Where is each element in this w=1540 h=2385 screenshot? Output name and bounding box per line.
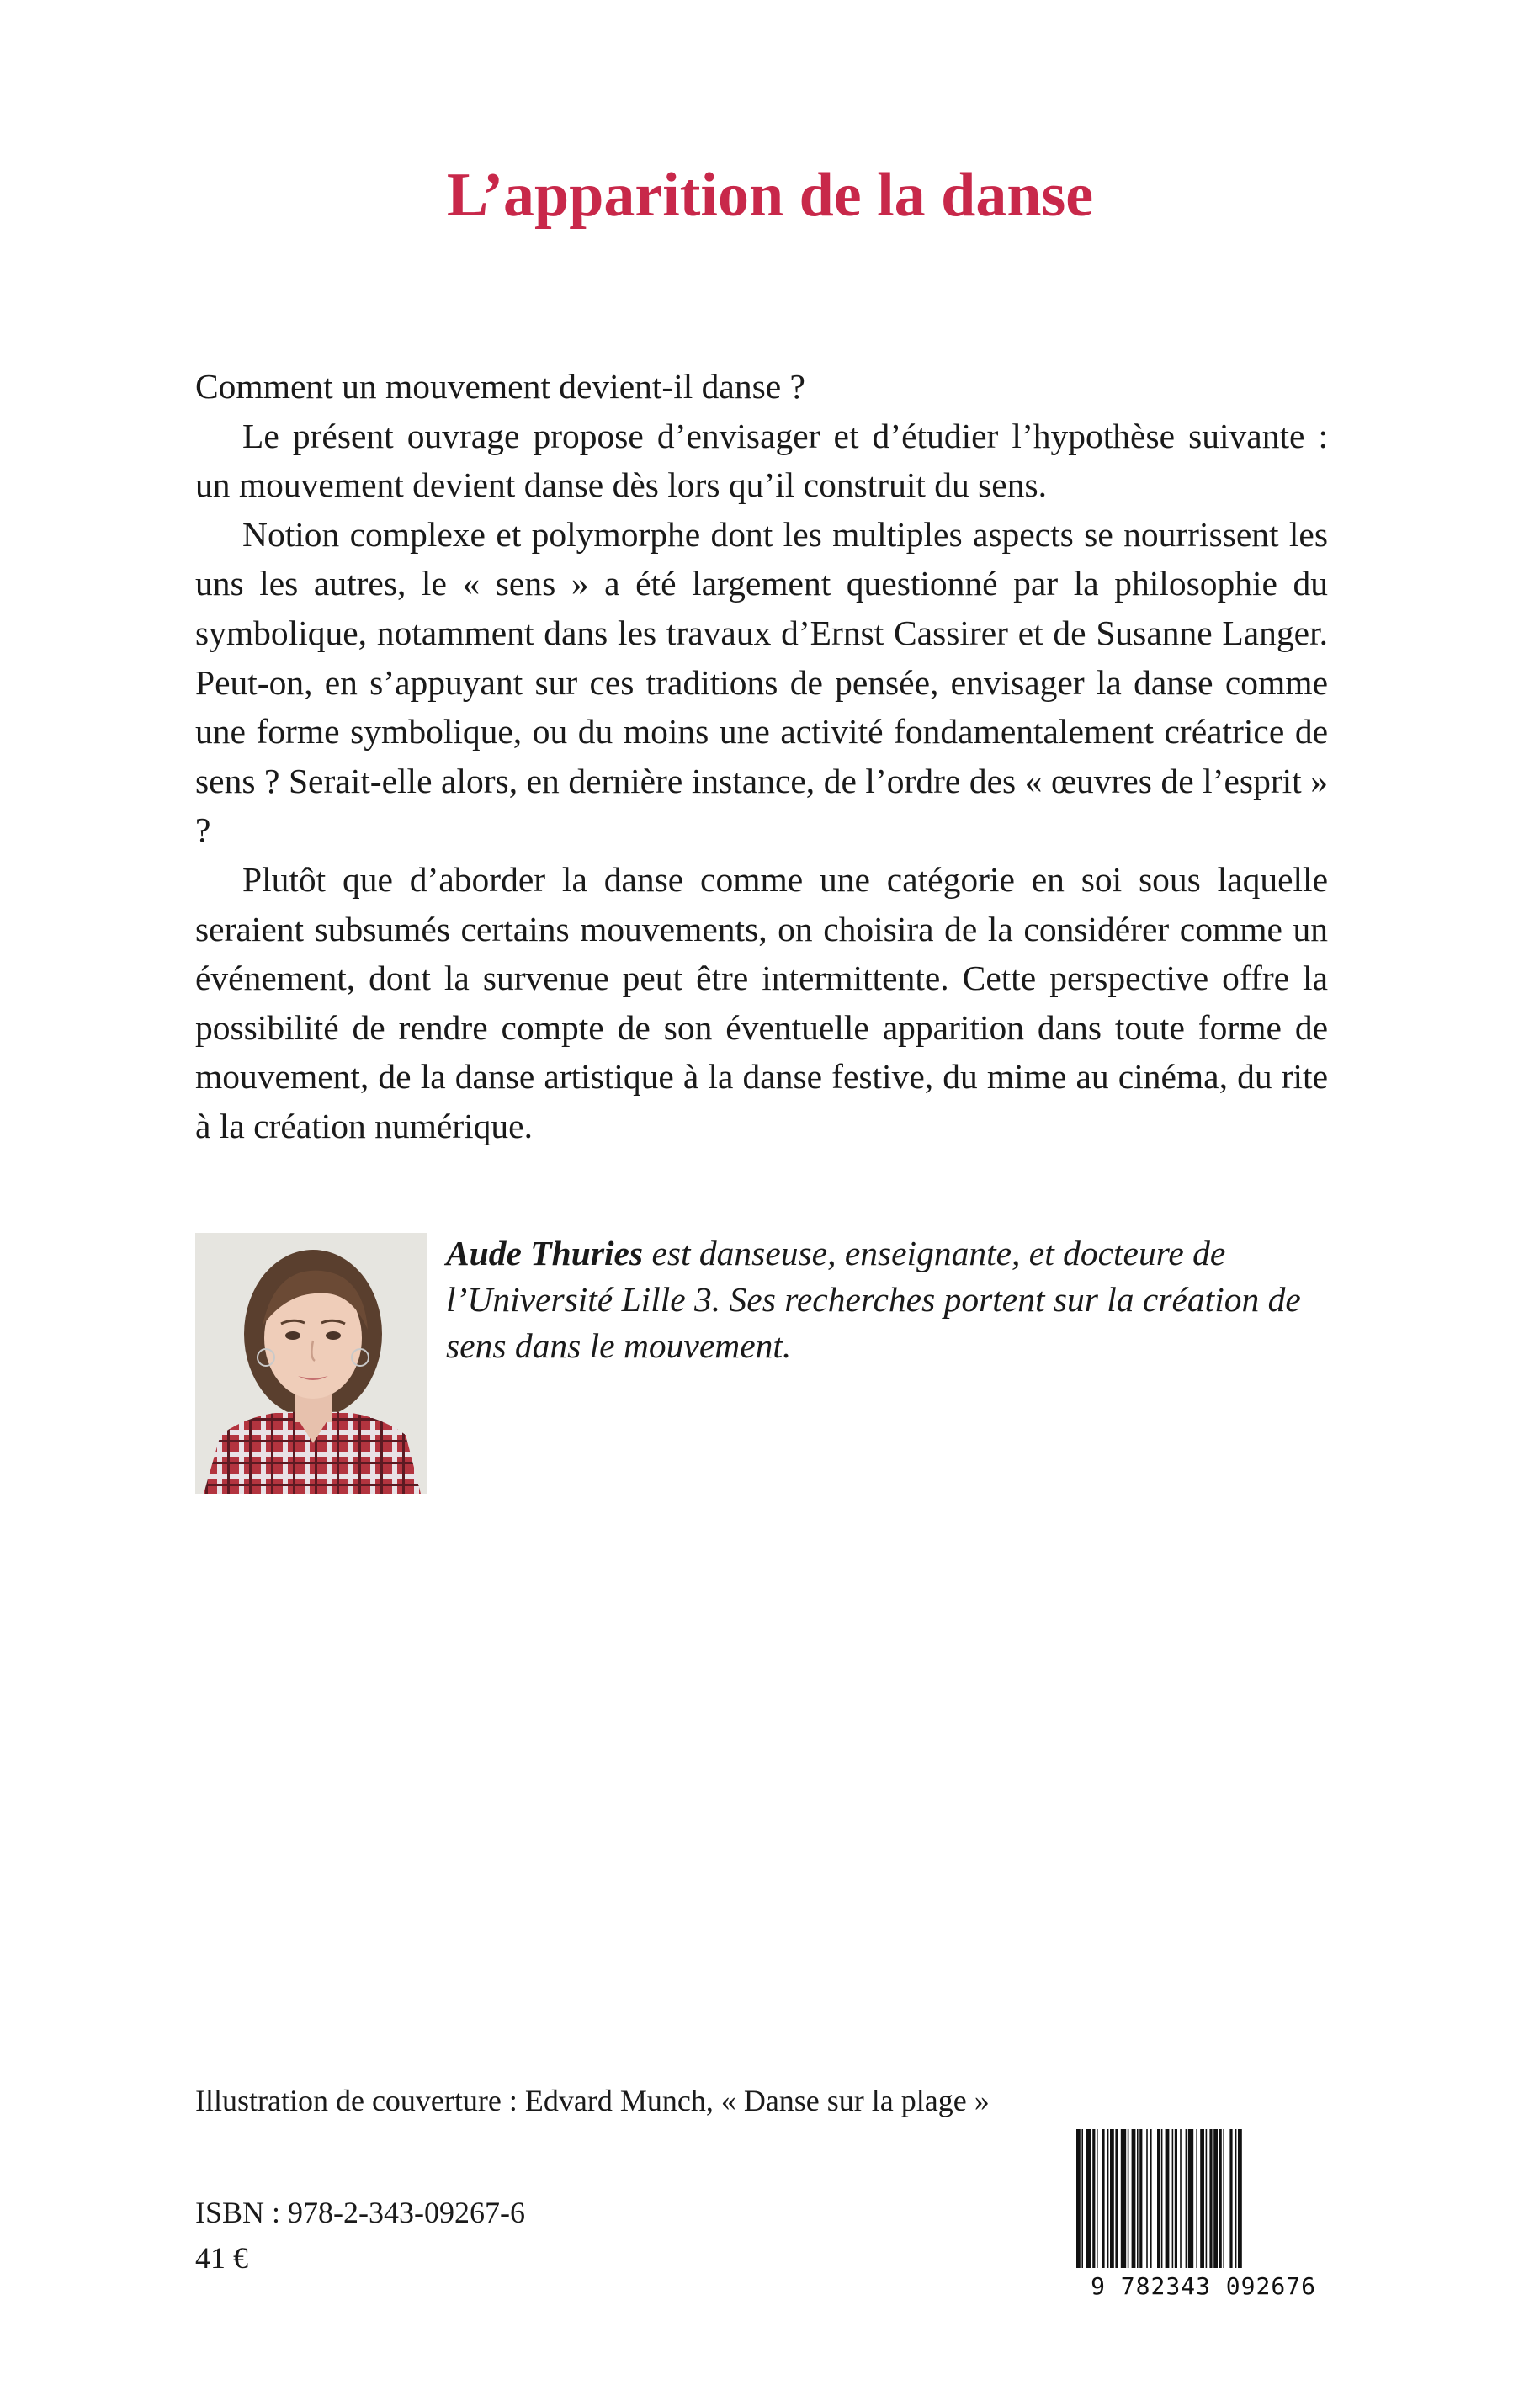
book-title: L’apparition de la danse [446, 161, 1094, 230]
barcode-bar [1146, 2129, 1148, 2268]
author-bio-text: est danseuse, enseignante, et docteure de l’Université Lille 3. Ses recherches portent sur la création de sens dans le mouvement. [446, 1234, 1301, 1365]
barcode-bar [1213, 2129, 1218, 2268]
barcode-bar [1150, 2129, 1152, 2268]
cover-illustration-credit: Illustration de couverture : Edvard Munch, « Danse sur la plage » [195, 2084, 990, 2117]
blurb-paragraph-1: Comment un mouvement devient-il danse ? [195, 367, 805, 406]
barcode-bar [1172, 2129, 1174, 2268]
barcode-bar [1081, 2129, 1083, 2268]
blurb-paragraph-4: Plutôt que d’aborder la danse comme une catégorie en soi sous laquelle seraient subsumés certains mouvements, on choisira de la considérer comme un événement, dont la survenue peut être intermittente. Cette perspective offre la possibilité de rendre compte de son éventuelle apparition dans toute forme de mouvement, de la danse artistique à la danse festive, du mime au cinéma, du rite à la création numérique. [195, 859, 1328, 1145]
barcode-bar [1139, 2129, 1142, 2268]
barcode-bar [1115, 2129, 1118, 2268]
price: 41 € [195, 2241, 248, 2275]
author-name: Aude Thuries [446, 1234, 644, 1272]
barcode-bar [1180, 2129, 1182, 2268]
barcode-bar [1166, 2129, 1170, 2268]
isbn-barcode [1065, 2129, 1342, 2302]
barcode-bar [1161, 2129, 1163, 2268]
barcode-bar [1206, 2129, 1208, 2268]
barcode-bar [1076, 2129, 1081, 2268]
barcode-bar [1102, 2129, 1104, 2268]
barcode-bar [1175, 2129, 1177, 2268]
barcode-bar [1157, 2129, 1160, 2268]
barcode-digits: 9 782343 092676 [1091, 2272, 1316, 2300]
blurb-paragraph-3: Notion complexe et polymorphe dont les multiples aspects se nourrissent les uns les autres, le « sens » a été largement questionné par la philosophie du symbolique, notamment dans les travaux d’Ernst Cassirer et de Susanne Langer. Peut-on, en s’appuyant sur ces traditions de pensée, envisager la danse comme une forme symbolique, ou du moins une activité fondamentalement créatrice de sens ? Serait-elle alors, en dernière instance, de l’ordre des « œuvres de l’esprit » ? [195, 514, 1328, 850]
barcode-bar [1219, 2129, 1222, 2268]
barcode-bar [1209, 2129, 1212, 2268]
barcode-bar [1132, 2129, 1136, 2268]
author-bio [446, 1230, 1338, 1369]
barcode-bar [1235, 2129, 1237, 2268]
barcode-bar [1086, 2129, 1091, 2268]
barcode-bar [1188, 2129, 1193, 2268]
barcode-bar [1200, 2129, 1204, 2268]
barcode-bar [1128, 2129, 1129, 2268]
isbn: ISBN : 978-2-343-09267-6 [195, 2196, 525, 2229]
barcode-bar [1097, 2129, 1098, 2268]
barcode-bar [1229, 2129, 1232, 2268]
barcode-bar [1121, 2129, 1126, 2268]
barcode-bar [1186, 2129, 1187, 2268]
barcode-bar [1110, 2129, 1114, 2268]
barcode-bar [1238, 2129, 1242, 2268]
back-cover-blurb [195, 362, 1328, 1151]
author-photo [195, 1233, 427, 1494]
barcode-bar [1196, 2129, 1197, 2268]
blurb-paragraph-2: Le présent ouvrage propose d’envisager et d’étudier l’hypothèse suivante : un mouvement devient danse dès lors qu’il construit du sens. [195, 416, 1328, 505]
barcode-bar [1137, 2129, 1139, 2268]
barcode-bar [1107, 2129, 1109, 2268]
barcode-bar [1223, 2129, 1224, 2268]
barcode-bar [1092, 2129, 1095, 2268]
